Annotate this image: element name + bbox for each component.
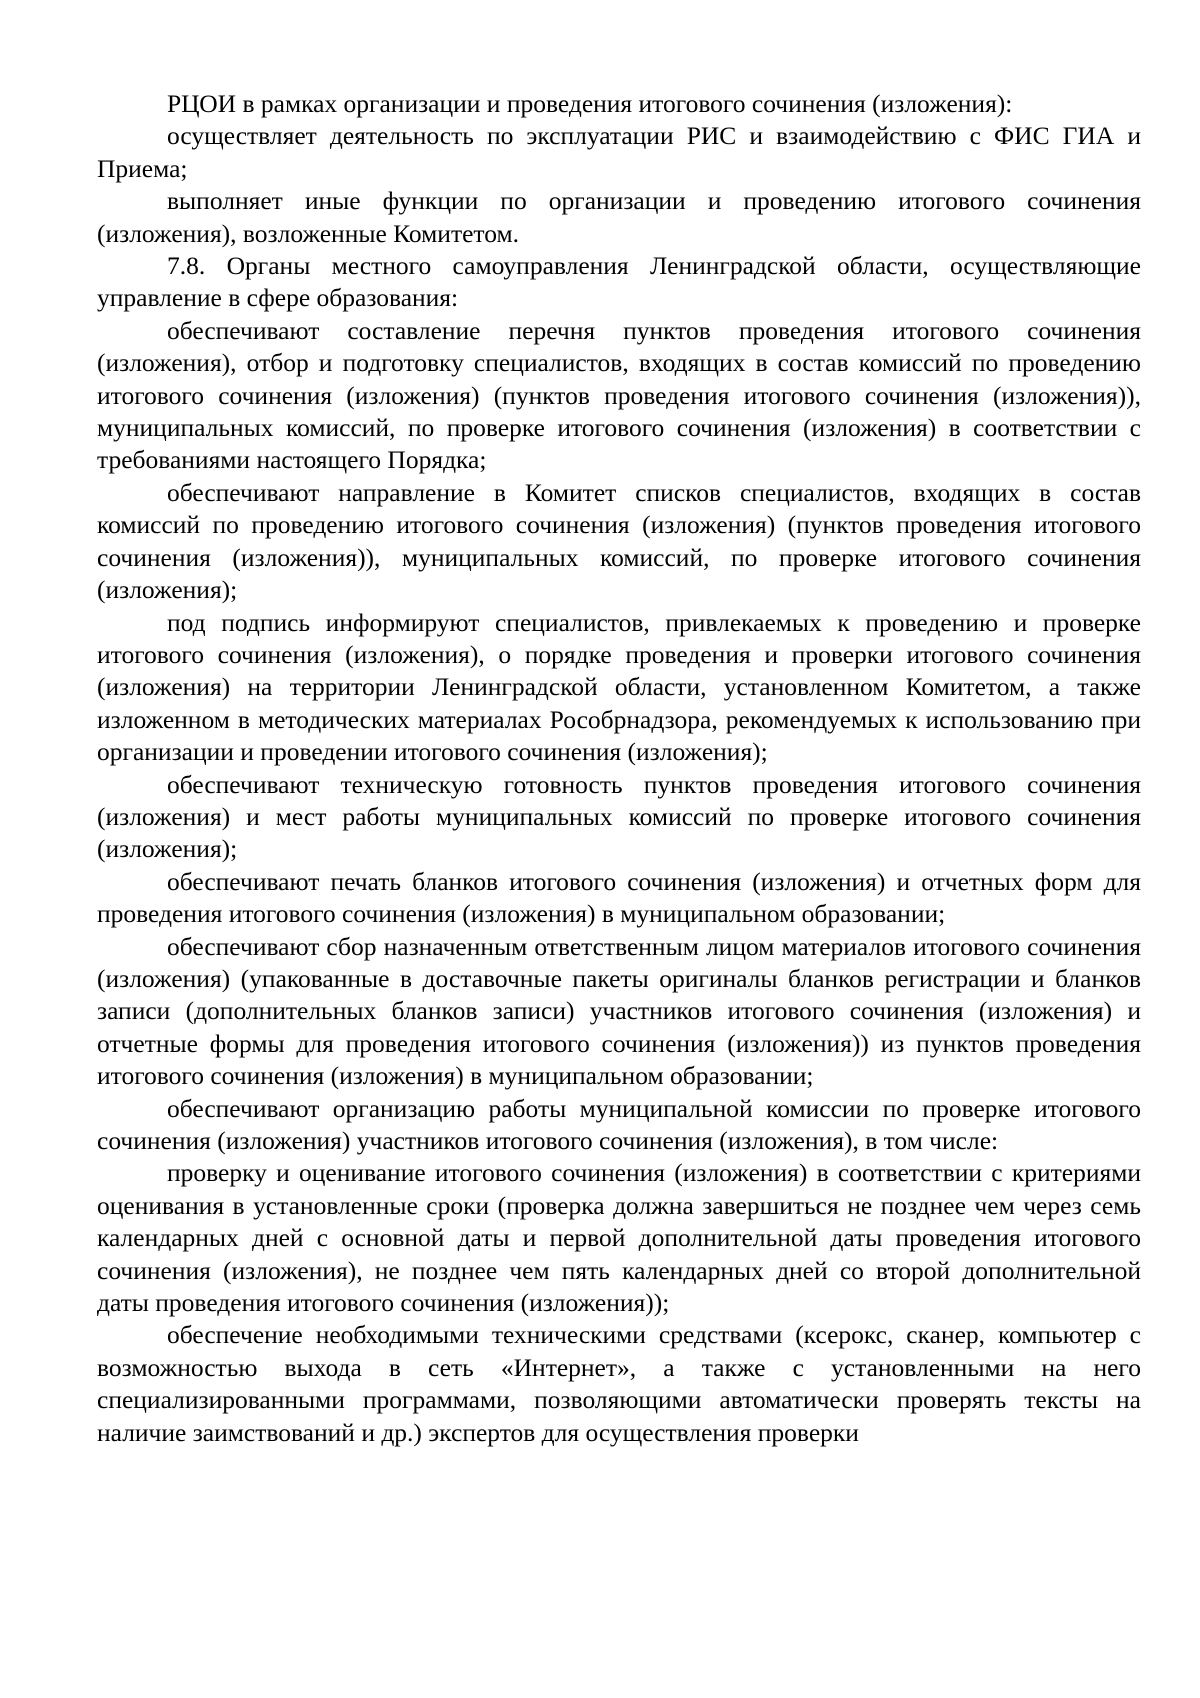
paragraph-materials-collection: обеспечивают сбор назначенным ответственным лицом материалов итогового сочинения (изложения) (упакованные в доставочные пакеты оригиналы бланков регистрации и бланков записи (дополнительных бланков записи) участников итогового сочинения (изложения) и отчетные формы для проведения итогового сочинения (изложения)) из пунктов проведения итогового сочинения (изложения) в муниципальном образовании; [97,931,1141,1091]
paragraph-other-functions: выполняет иные функции по организации и проведению итогового сочинения (изложения), возложенные Комитетом. [97,186,1141,248]
paragraph-list-compilation: обеспечивают составление перечня пунктов проведения итогового сочинения (изложения), отбор и подготовку специалистов, входящих в состав комиссий по проведению итогового сочинения (изложения) (пунктов проведения итогового сочинения (изложения)), муниципальных комиссий, по проверке итогового сочинения (изложения) в соответствии с требованиями настоящего Порядка; [97,315,1141,475]
paragraph-printing-forms: обеспечивают печать бланков итогового сочинения (изложения) и отчетных форм для проведения итогового сочинения (изложения) в муниципальном образовании; [97,866,1141,929]
paragraph-section-7-8: 7.8. Органы местного самоуправления Ленинградской области, осуществляющие управление в сфере образования: [97,251,1141,313]
paragraph-ris-operation: осуществляет деятельность по эксплуатации РИС и взаимодействию с ФИС ГИА и Приема; [97,121,1141,183]
paragraph-specialist-lists: обеспечивают направление в Комитет списков специалистов, входящих в состав комиссий по проведению итогового сочинения (изложения) (пунктов проведения итогового сочинения (изложения)), муниципальных комиссий, по проверке итогового сочинения (изложения); [97,477,1141,605]
paragraph-commission-work: обеспечивают организацию работы муниципальной комиссии по проверке итогового сочинения (изложения) участников итогового сочинения (изложения), в том числе: [97,1093,1141,1155]
paragraph-informing: под подпись информируют специалистов, привлекаемых к проведению и проверке итогового сочинения (изложения), о порядке проведения и проверки итогового сочинения (изложения) на территории Ленинградской области, установленном Комитетом, а также изложенном в методических материалах Рособрнадзора, рекомендуемых к использованию при организации и проведении итогового сочинения (изложения); [97,607,1141,767]
paragraph-technical-means: обеспечение необходимыми техническими средствами (ксерокс, сканер, компьютер с возможностью выхода в сеть «Интернет», а также с установленными на него специализированными программами, позволяющими автоматически проверять тексты на наличие заимствований и др.) экспертов для осуществления проверки [97,1320,1141,1447]
document-page [97,88,1141,1449]
paragraph-rcoi-intro: РЦОИ в рамках организации и проведения итогового сочинения (изложения): [167,89,1013,118]
paragraph-technical-readiness: обеспечивают техническую готовность пунктов проведения итогового сочинения (изложения) и мест работы муниципальных комиссий по проверке итогового сочинения (изложения); [97,769,1141,864]
paragraph-checking-evaluation: проверку и оценивание итогового сочинения (изложения) в соответствии с критериями оценивания в установленные сроки (проверка должна завершиться не позднее чем через семь календарных дней с основной даты и первой дополнительной даты проведения итогового сочинения (изложения), не позднее чем пять календарных дней со второй дополнительной даты проведения итогового сочинения (изложения)); [97,1158,1141,1318]
